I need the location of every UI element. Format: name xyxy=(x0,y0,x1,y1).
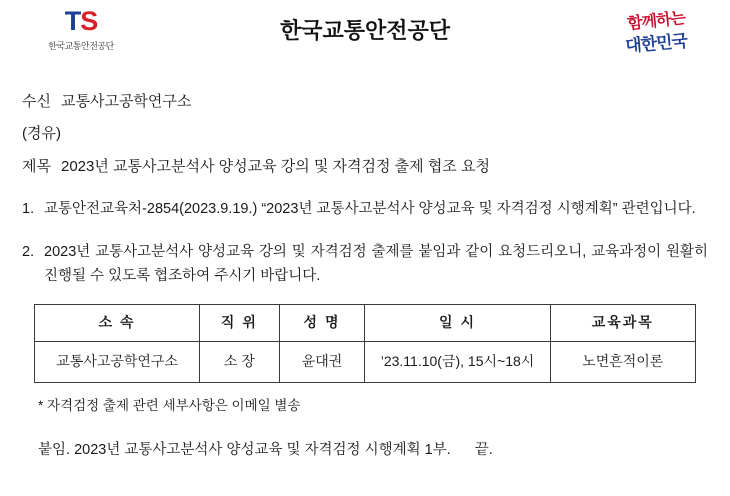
paragraph-2-text: 2023년 교통사고분석사 양성교육 강의 및 자격검정 출제를 붙임과 같이 요청드리오니, 교육과정이 원활히 진행될 수 있도록 협조하여 주시기 바랍니다. xyxy=(44,244,708,284)
schedule-table-wrapper xyxy=(34,304,696,382)
table-header-row xyxy=(35,305,696,342)
government-emblem-icon xyxy=(600,8,712,54)
emblem-line-2: 대한민국 xyxy=(624,31,688,56)
recipient-value: 교통사고공학연구소 xyxy=(60,93,192,110)
paragraph-1 xyxy=(22,198,708,221)
cell-subject: 노면흔적이론 xyxy=(550,341,695,382)
cell-name: 윤대권 xyxy=(279,341,365,382)
attachment-text: 붙임. 2023년 교통사고분석사 양성교육 및 자격검정 시행계획 1부. xyxy=(38,441,451,458)
recipient-label: 수신 xyxy=(22,93,51,110)
table-row xyxy=(35,341,696,382)
logo-letter-s: S xyxy=(80,6,98,36)
recipient-line xyxy=(22,90,708,113)
table-header-name: 성 명 xyxy=(279,305,365,342)
table-header-position: 직 위 xyxy=(200,305,279,342)
table-header-datetime: 일 시 xyxy=(365,305,550,342)
attachment-line xyxy=(38,439,708,461)
via-line: (경유) xyxy=(22,125,61,143)
page-title: 한국교통안전공단 xyxy=(279,18,451,43)
schedule-table xyxy=(34,304,696,382)
document-body xyxy=(0,90,730,461)
emblem-line-1: 함께하는 xyxy=(626,10,686,33)
table-header-subject: 교육과목 xyxy=(550,305,695,342)
paragraph-1-text: 교통안전교육처-2854(2023.9.19.) “2023년 교통사고분석사 양성교육 및 자격검정 시행계획” 관련입니다. xyxy=(44,200,696,217)
paragraph-2 xyxy=(22,241,708,288)
subject-value: 2023년 교통사고분석사 양성교육 강의 및 자격검정 출제 협조 요청 xyxy=(60,157,490,175)
paragraph-1-number: 1. xyxy=(22,200,35,217)
footnote: * 자격검정 출제 관련 세부사항은 이메일 별송 xyxy=(38,397,301,413)
table-header-affiliation: 소 속 xyxy=(35,305,200,342)
document-header xyxy=(0,0,730,62)
cell-affiliation: 교통사고공학연구소 xyxy=(35,341,200,382)
logo-letter-t: T xyxy=(64,6,81,36)
cell-position: 소 장 xyxy=(200,341,279,382)
attachment-end-marker: 끝. xyxy=(474,441,493,458)
cell-datetime: ’23.11.10(금), 15시~18시 xyxy=(365,341,550,382)
subject-label: 제목 xyxy=(22,157,51,175)
logo-caption: 한국교통안전공단 xyxy=(48,41,114,51)
subject-line xyxy=(22,155,708,178)
paragraph-2-number: 2. xyxy=(22,244,35,261)
